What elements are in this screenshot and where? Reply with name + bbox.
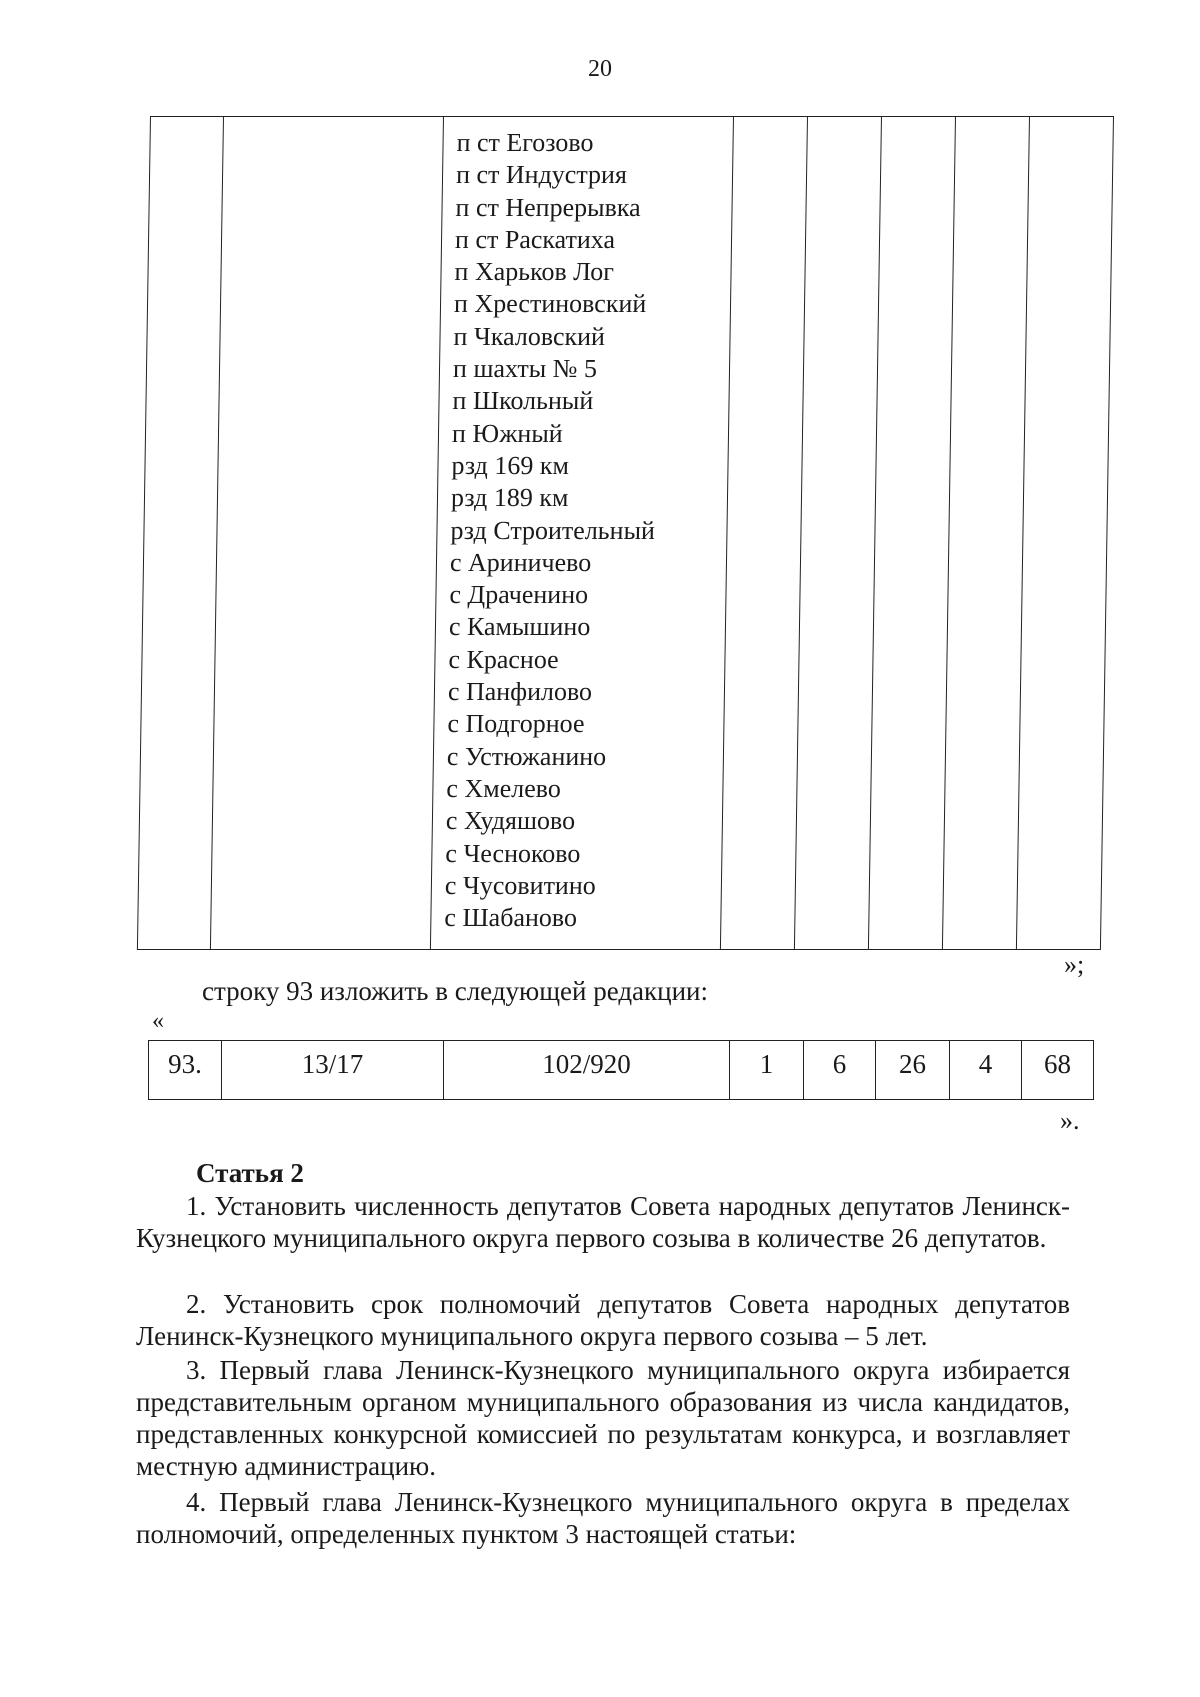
list-item: рзд Строительный — [450, 515, 656, 545]
table-column-divider — [942, 117, 956, 949]
amendment-instruction: строку 93 изложить в следующей редакции: — [202, 976, 709, 1006]
article-title: Статья 2 — [196, 1158, 304, 1188]
list-item: рзд 169 км — [451, 450, 570, 480]
continuation-table — [137, 116, 1114, 950]
table-column-divider — [794, 117, 808, 949]
article-paragraph: 3. Первый глава Ленинск-Кузнецкого муниципального округа избирается представительным органом муниципального образования из числа кандидатов, представленных конкурсной комиссией по результатам конкурса, и возглавляет местную администрацию. — [136, 1355, 1070, 1481]
list-item: с Ариничево — [449, 547, 592, 577]
list-item: с Устюжанино — [446, 741, 607, 771]
list-item: с Камышино — [448, 612, 591, 642]
list-item: п шахты № 5 — [452, 354, 598, 384]
article-paragraph: 2. Установить срок полномочий депутатов Совета народных депутатов Ленинск-Кузнецкого муниципального округа первого созыва – 5 лет. — [136, 1289, 1070, 1351]
list-item: п Харьков Лог — [454, 257, 615, 287]
list-item: с Чесноково — [445, 838, 581, 868]
table-cell: 4 — [949, 1041, 1021, 1099]
list-item: рзд 189 км — [450, 483, 569, 513]
row-93-table — [148, 1040, 1094, 1100]
article-paragraph: 1. Установить численность депутатов Совета народных депутатов Ленинск-Кузнецкого муниципального округа первого созыва в количестве 26 депутатов. — [136, 1191, 1070, 1253]
list-item: п ст Раскатиха — [454, 224, 616, 254]
settlement-list — [444, 127, 661, 934]
list-item: с Худяшово — [445, 806, 576, 836]
table-cell: 68 — [1021, 1041, 1093, 1099]
table-cell: 102/920 — [443, 1041, 729, 1099]
article-paragraph: 4. Первый глава Ленинск-Кузнецкого муниципального округа в пределах полномочий, определенных пунктом 3 настоящей статьи: — [136, 1487, 1070, 1549]
list-item: п Чкаловский — [453, 321, 606, 351]
list-item: с Красное — [448, 644, 559, 674]
table-column-divider — [1016, 117, 1030, 949]
page-number: 20 — [588, 56, 612, 82]
list-item: с Подгорное — [447, 709, 585, 739]
list-item: с Хмелево — [446, 773, 562, 803]
table-column-divider — [868, 117, 882, 949]
table-cell: 26 — [875, 1041, 949, 1099]
list-item: с Чусовитино — [444, 870, 597, 900]
table-cell: 1 — [729, 1041, 803, 1099]
list-item: п Школьный — [452, 386, 594, 416]
table-column-divider — [210, 117, 224, 949]
list-item: п Южный — [451, 418, 563, 448]
list-item: с Драченино — [449, 580, 589, 610]
list-item: п Хрестиновский — [453, 289, 647, 319]
list-item: п ст Непрерывка — [455, 192, 641, 222]
table-column-divider — [720, 117, 734, 949]
table-cell: 93. — [168, 1049, 202, 1079]
list-item: п ст Егозово — [456, 128, 594, 157]
table-cell: 6 — [803, 1041, 875, 1099]
opening-quote: « — [152, 1008, 164, 1034]
closing-quote: ». — [1060, 1106, 1080, 1135]
list-item: п ст Индустрия — [455, 160, 628, 190]
list-item: с Шабаново — [444, 903, 578, 933]
closing-quote: »; — [1064, 950, 1085, 979]
table-column-divider — [430, 117, 444, 949]
list-item: с Панфилово — [447, 677, 593, 707]
table-cell: 13/17 — [221, 1041, 443, 1099]
